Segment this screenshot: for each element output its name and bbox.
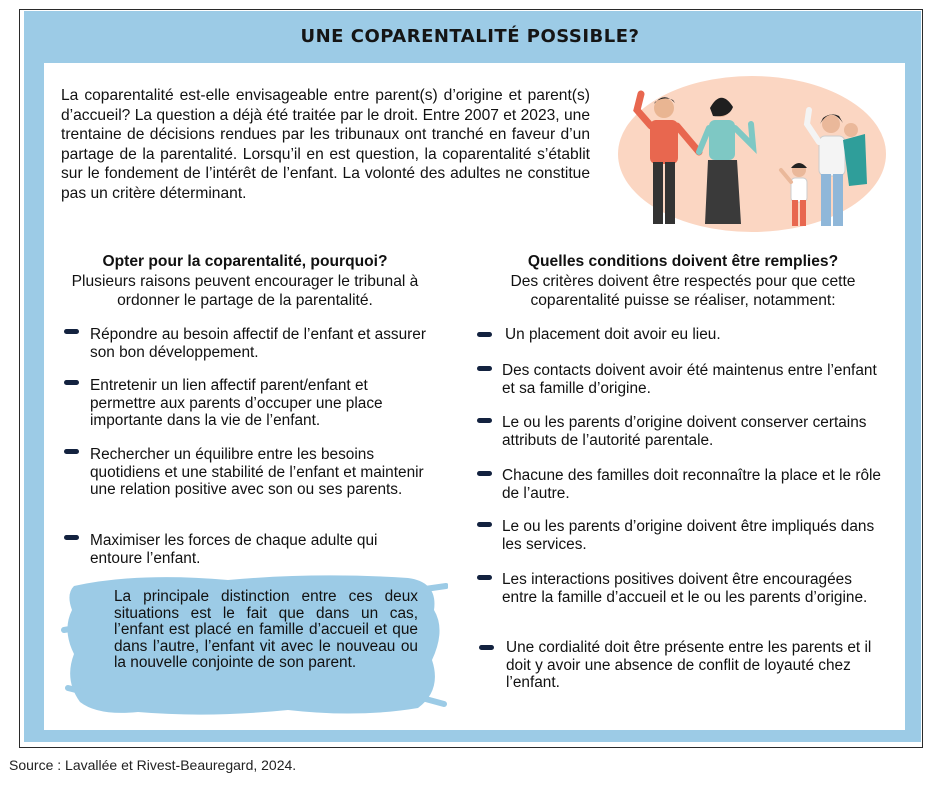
left-column-header <box>60 252 430 311</box>
right-list-item: Le ou les parents d’origine doivent être impliqués dans les services. <box>502 518 875 553</box>
dash-bullet-icon <box>64 329 79 334</box>
source-caption: Source : Lavallée et Rivest-Beauregard, 2024. <box>9 757 297 773</box>
dash-bullet-icon <box>477 471 492 476</box>
left-list-item: Maximiser les forces de chaque adulte qui entoure l’enfant. <box>90 532 378 567</box>
left-subheading: Plusieurs raisons peuvent encourager le tribunal à ordonner le partage de la parentalité. <box>71 272 419 309</box>
right-list-item: Les interactions positives doivent être encouragées entre la famille d’accueil et le ou les parents d’origine. <box>502 571 868 606</box>
right-list-item: Le ou les parents d’origine doivent conserver certains attributs de l’autorité parentale. <box>502 414 867 449</box>
right-heading: Quelles conditions doivent être remplies? <box>527 253 839 270</box>
dash-bullet-icon <box>477 332 492 337</box>
left-list-item: Répondre au besoin affectif de l’enfant et assurer son bon développement. <box>90 326 426 361</box>
dash-bullet-icon <box>64 380 79 385</box>
dash-bullet-icon <box>64 449 79 454</box>
left-list-item: Rechercher un équilibre entre les besoins quotidiens et une stabilité de l’enfant et maintenir une relation positive avec son ou ses parents. <box>90 446 424 498</box>
dash-bullet-icon <box>477 522 492 527</box>
right-list-item: Chacune des familles doit reconnaître la place et le rôle de l’autre. <box>502 467 881 502</box>
dash-bullet-icon <box>479 645 494 650</box>
right-subheading: Des critères doivent être respectés pour que cette coparentalité puisse se réaliser, notamment: <box>510 272 856 309</box>
right-list-item: Un placement doit avoir eu lieu. <box>505 326 721 343</box>
page-title: UNE COPARENTALITÉ POSSIBLE? <box>300 26 640 47</box>
right-list-item: Une cordialité doit être présente entre les parents et il doit y avoir une absence de conflit de loyauté chez l’enfant. <box>506 639 872 691</box>
family-illustration <box>617 74 887 234</box>
callout-text: La principale distinction entre ces deux situations est le fait que dans un cas, l’enfant est placé en famille d’accueil et que dans l’autre, l’enfant vit avec le nouveau ou la nouvelle conjointe de son parent. <box>114 588 418 672</box>
right-column-header <box>478 252 888 311</box>
intro-paragraph: La coparentalité est-elle envisageable entre parent(s) d’origine et parent(s) d’accueil? La question a déjà été traitée par le droit. Entre 2007 et 2023, une trentaine de décisions rendues par les tribunaux ont tranché en faveur d’un partage de la parentalité. Lorsqu’il en est question, la coparentalité s’établit sur le fondement de l’intérêt de l’enfant. La volonté des adultes ne constitue pas un critère déterminant. <box>61 87 590 202</box>
dash-bullet-icon <box>477 366 492 371</box>
left-heading: Opter pour la coparentalité, pourquoi? <box>102 253 388 270</box>
right-list-item: Des contacts doivent avoir été maintenus entre l’enfant et sa famille d’origine. <box>502 362 877 397</box>
dash-bullet-icon <box>477 418 492 423</box>
dash-bullet-icon <box>477 575 492 580</box>
left-list-item: Entretenir un lien affectif parent/enfant et permettre aux parents d’occuper une place importante dans la vie de l’enfant. <box>90 377 383 429</box>
dash-bullet-icon <box>64 535 79 540</box>
